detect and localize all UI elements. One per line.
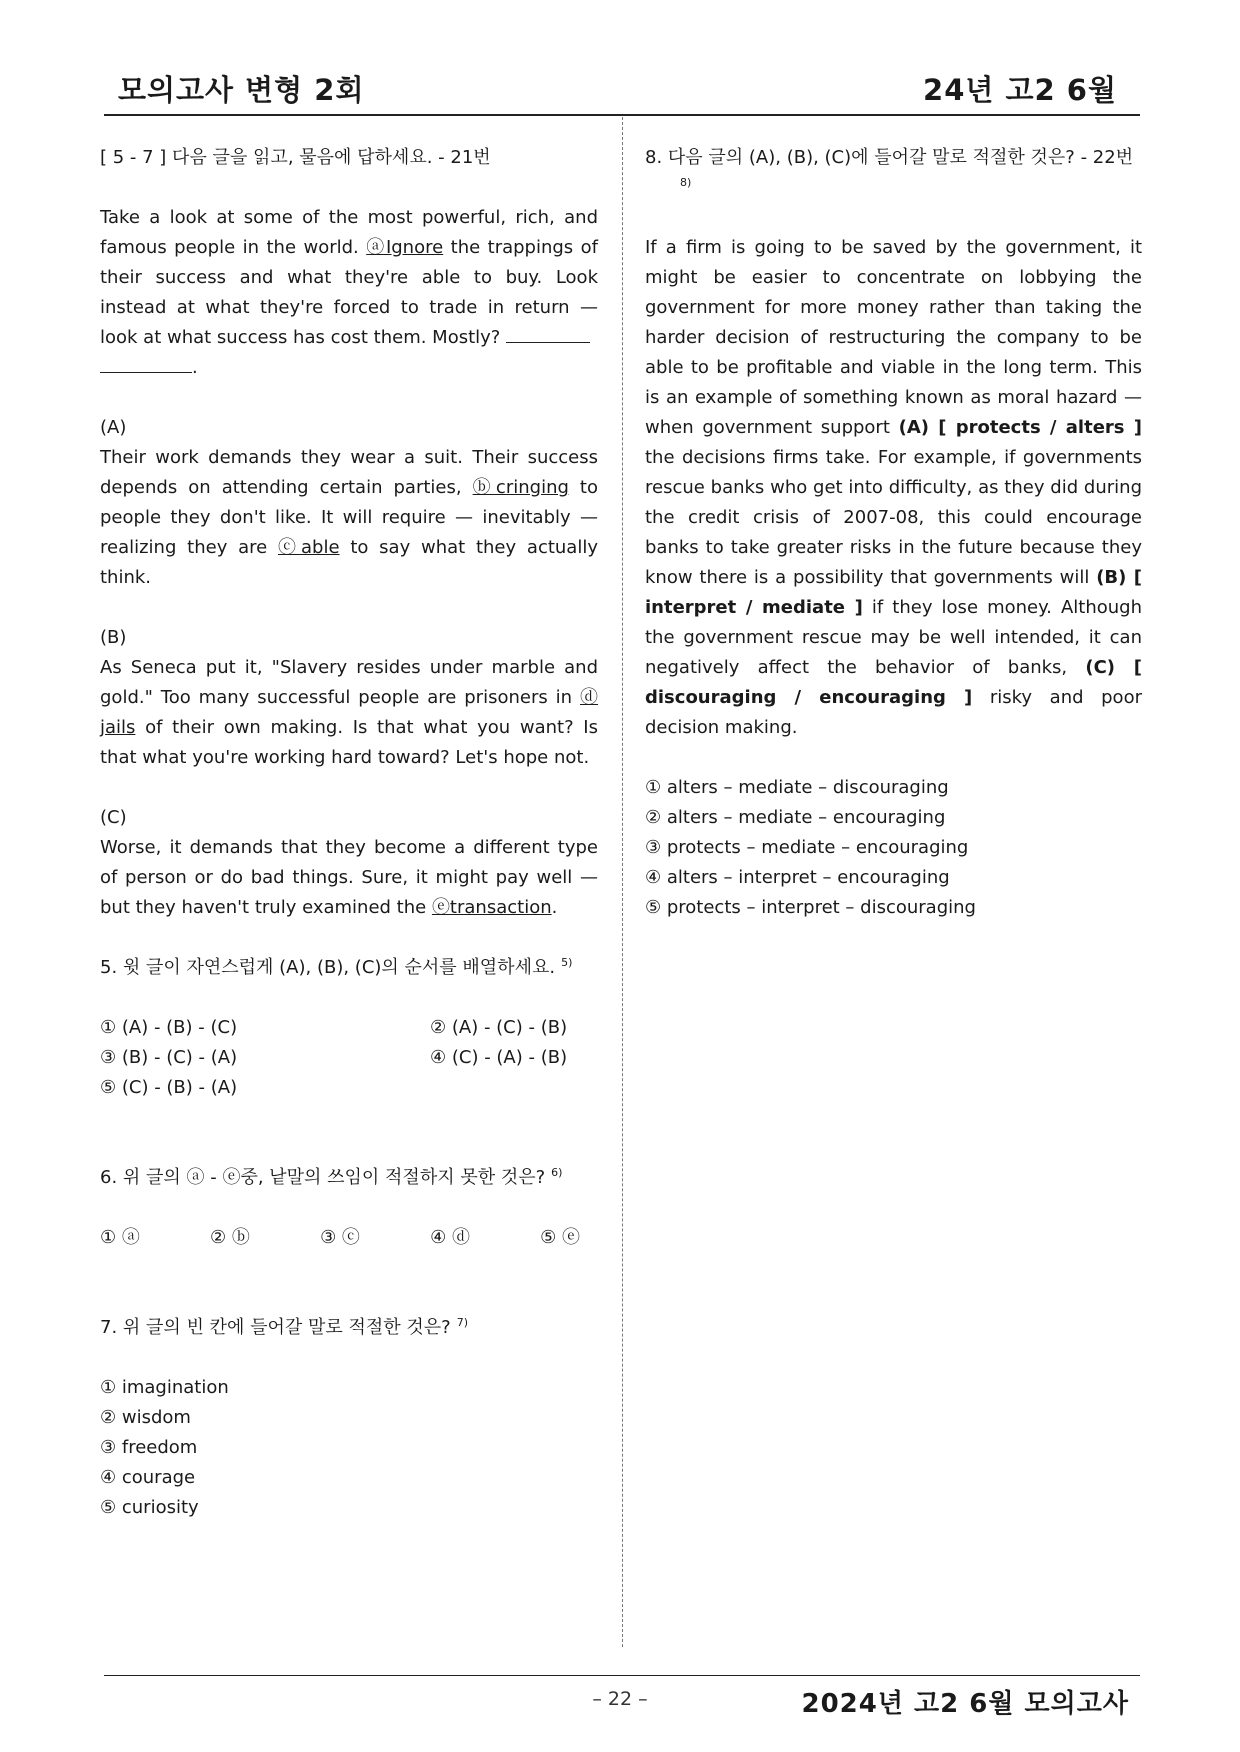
footer-divider <box>104 1675 1140 1676</box>
q7-choice-2[interactable]: ② wisdom <box>100 1407 191 1428</box>
intro-text-1: Take a look at some of the most powerful, rich, and famous people in the world. <box>100 207 598 258</box>
marker-b: ⓑcringing <box>472 477 569 498</box>
q8-passage-text-4: risky and poor decision making. <box>645 687 1142 738</box>
q8-choice-5[interactable]: ⑤ protects – interpret – discouraging <box>645 897 976 918</box>
q6-choice-3[interactable]: ③ ⓒ <box>320 1227 360 1248</box>
q6-choice-5[interactable]: ⑤ ⓔ <box>540 1227 580 1248</box>
paragraph-a-text-2: to people they don't like. It will require — inevitably — realizing they are <box>100 477 599 558</box>
paragraph-b-text-1: As Seneca put it, "Slavery resides under marble and gold." Too many successful people are prisoners in <box>100 657 598 708</box>
question-7 <box>100 1313 598 1343</box>
intro-text-2: the trappings of their success and what they're able to buy. Look instead at what they're forced to trade in return — look at what success has cost them. Mostly? <box>100 237 598 348</box>
paragraph-c <box>100 833 598 923</box>
q8-choice-4[interactable]: ④ alters – interpret – encouraging <box>645 867 950 888</box>
paragraph-c-label: (C) <box>100 807 127 828</box>
column-divider <box>622 117 623 1647</box>
q8-passage-text-1: If a firm is going to be saved by the government, it might be easier to concentrate on lobbying the government for more money rather than taking the harder decision of restructuring the company to be able to be profitable and viable in the long term. This is an example of something known as moral hazard — when government support <box>645 237 1142 438</box>
paragraph-c-text-1: Worse, it demands that they become a different type of person or do bad things. Sure, it might pay well — but they haven't truly examined the <box>100 837 598 918</box>
q5-choice-4[interactable]: ④ (C) - (A) - (B) <box>430 1047 568 1068</box>
blank-line-1 <box>506 324 590 343</box>
marker-e: ⓔtransaction <box>431 897 552 918</box>
page-number: – 22 – <box>592 1688 648 1710</box>
q5-choice-2[interactable]: ② (A) - (C) - (B) <box>430 1017 568 1038</box>
paragraph-a-label: (A) <box>100 417 127 438</box>
q7-choice-5[interactable]: ⑤ curiosity <box>100 1497 199 1518</box>
question-8 <box>645 143 1142 203</box>
q6-choice-4[interactable]: ④ ⓓ <box>430 1227 470 1248</box>
q7-choice-3[interactable]: ③ freedom <box>100 1437 198 1458</box>
question-5-choices <box>100 1013 598 1103</box>
question-8-choices <box>645 773 1142 923</box>
marker-d: ⓓ jails <box>100 687 598 738</box>
question-6 <box>100 1163 609 1193</box>
q5-choice-5[interactable]: ⑤ (C) - (B) - (A) <box>100 1077 238 1098</box>
blank-line-2 <box>100 354 192 373</box>
question-8-passage <box>645 233 1142 743</box>
question-7-note: 7) <box>456 1316 469 1329</box>
footer-title: 2024년 고2 6월 모의고사 <box>801 1689 1129 1719</box>
paragraph-c-text-2: . <box>551 897 558 918</box>
intro-end: . <box>192 357 198 378</box>
q6-choice-1[interactable]: ① ⓐ <box>100 1227 140 1248</box>
q8-choice-3[interactable]: ③ protects – mediate – encouraging <box>645 837 969 858</box>
question-5 <box>100 953 599 983</box>
header-divider <box>104 114 1140 116</box>
q5-choice-3[interactable]: ③ (B) - (C) - (A) <box>100 1047 238 1068</box>
q8-passage-text-3: if they lose money. Although the government rescue may be well intended, it can negatively affect the behavior of banks, <box>645 597 1142 678</box>
q7-choice-4[interactable]: ④ courage <box>100 1467 196 1488</box>
q8-passage-text-2: the decisions firms take. For example, if governments rescue banks who get into difficulty, as they did during the credit crisis of 2007-08, this could encourage banks to take greater risks in the future because they know there is a possibility that governments will <box>645 447 1142 588</box>
q8-choice-1[interactable]: ① alters – mediate – discouraging <box>645 777 949 798</box>
paragraph-a-text-1: Their work demands they wear a suit. Their success depends on attending certain parties, <box>100 447 598 498</box>
q6-choice-2[interactable]: ② ⓑ <box>210 1227 250 1248</box>
question-5-text: 5. 윗 글이 자연스럽게 (A), (B), (C)의 순서를 배열하세요. <box>100 957 556 978</box>
paragraph-a <box>100 443 598 593</box>
question-6-choices <box>100 1223 580 1253</box>
question-5-note: 5) <box>561 956 573 969</box>
paragraph-b-label: (B) <box>100 627 127 648</box>
header-title-right: 24년 고2 6월 <box>923 73 1117 107</box>
question-7-choices <box>100 1373 598 1523</box>
question-8-note: 8) <box>680 176 692 189</box>
marker-a: ⓐIgnore <box>366 237 444 258</box>
q8-choice-2[interactable]: ② alters – mediate – encouraging <box>645 807 946 828</box>
question-6-note: 6) <box>551 1166 563 1179</box>
q8-option-c: (C) [ discouraging / encouraging ] <box>645 657 1142 708</box>
marker-c: ⓒable <box>277 537 340 558</box>
q8-option-a: (A) [ protects / alters ] <box>898 417 1142 438</box>
paragraph-b-text-2: of their own making. Is that what you want? Is that what you're working hard toward? Let's hope not. <box>100 717 598 768</box>
q8-option-b: (B) [ interpret / mediate ] <box>645 567 1142 618</box>
left-column <box>100 143 598 1523</box>
question-7-text: 7. 위 글의 빈 칸에 들어갈 말로 적절한 것은? <box>100 1317 451 1338</box>
header-title-left: 모의고사 변형 2회 <box>118 73 365 107</box>
question-6-text: 6. 위 글의 ⓐ - ⓔ중, 낱말의 쓰임이 적절하지 못한 것은? <box>100 1167 546 1188</box>
question-8-text: 8. 다음 글의 (A), (B), (C)에 들어갈 말로 적절한 것은? - 22번 <box>645 147 1134 168</box>
right-column <box>645 143 1142 923</box>
intro-passage <box>100 203 598 383</box>
instruction: [ 5 - 7 ] 다음 글을 읽고, 물음에 답하세요. - 21번 <box>100 147 491 168</box>
q7-choice-1[interactable]: ① imagination <box>100 1377 229 1398</box>
paragraph-a-text-3: to say what they actually think. <box>100 537 598 588</box>
q5-choice-1[interactable]: ① (A) - (B) - (C) <box>100 1017 238 1038</box>
paragraph-b <box>100 653 598 773</box>
